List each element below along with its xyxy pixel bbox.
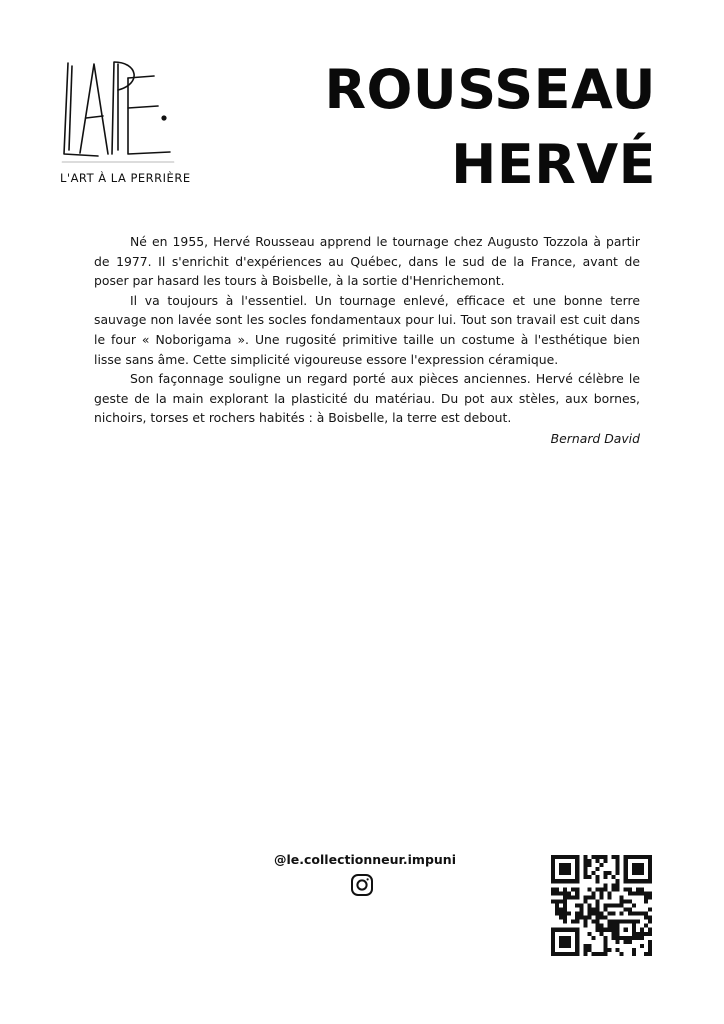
page-title <box>324 52 656 202</box>
logo <box>58 58 191 193</box>
paragraph-3: Son façonnage souligne un regard porté aux pièces anciennes. Hervé célèbre le geste de la main explorant la plasticité du matériau. Du pot aux stèles, aux bornes, nichoirs, torses et rochers habités : à Boisbelle, la terre est debout. <box>94 371 640 426</box>
logo-text: L'ART À LA PERRIÈRE <box>60 171 191 185</box>
lap-logo-icon <box>58 58 178 166</box>
qr-code-icon[interactable] <box>551 855 652 956</box>
instagram-handle[interactable]: @le.collectionneur.impuni <box>274 852 456 867</box>
body-text <box>94 232 640 428</box>
paragraph-2: Il va toujours à l'essentiel. Un tournage enlevé, efficace et une bonne terre sauvage non lavée sont les socles fondamentaux pour lui. Tout son travail est cuit dans le four « Noborigama ». Une rugosité primitive taille un costume à l'esthétique bien lisse sans âme. Cette simplicité vigoureuse essore l'expression céramique. <box>94 292 640 367</box>
signature: Bernard David <box>550 431 640 446</box>
instagram-icon[interactable] <box>350 873 374 897</box>
paragraph-1: Né en 1955, Hervé Rousseau apprend le tournage chez Augusto Tozzola à partir de 1977. Il s'enrichit d'expériences au Québec, dans le sud de la France, avant de poser par hasard les tours à Boisbelle, à la sortie d'Henrichemont. <box>94 234 640 289</box>
title-line-1: ROUSSEAU <box>324 58 656 121</box>
title-line-2: HERVÉ <box>451 133 656 196</box>
